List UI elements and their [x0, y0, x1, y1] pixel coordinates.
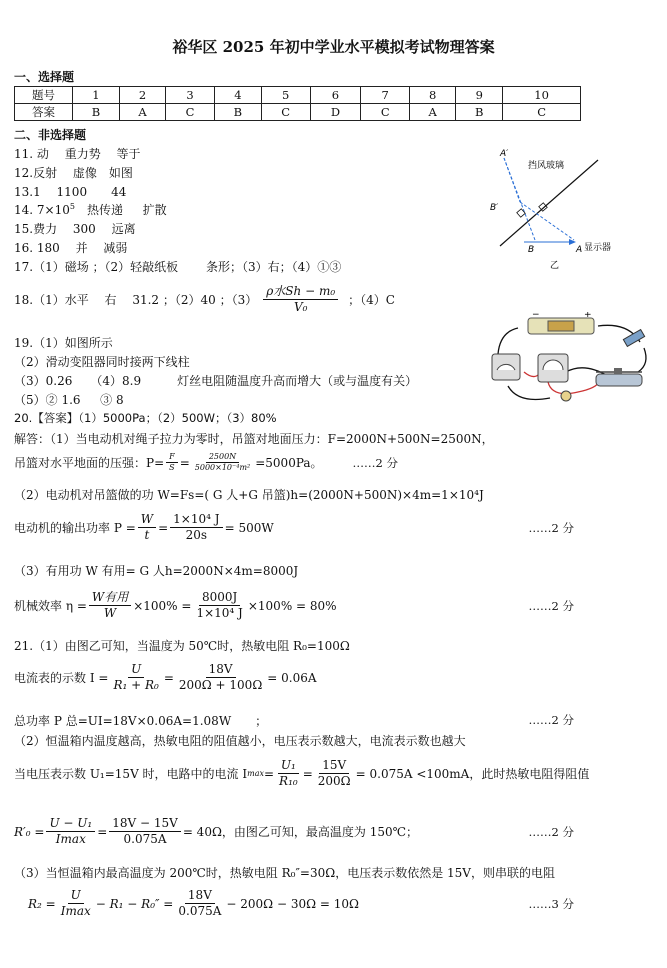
- table-cell: D: [310, 104, 361, 121]
- table-cell: C: [261, 104, 310, 121]
- pressure-formula-b: =5000Pa。: [255, 456, 323, 470]
- table-cell: 1: [73, 87, 120, 104]
- fraction-resistance-values: [109, 816, 181, 847]
- fraction-num: 18V: [206, 662, 236, 678]
- answer-line-13: 13.1 1100 44: [14, 185, 127, 199]
- fraction-pressure-values: [192, 452, 253, 473]
- table-cell: 9: [456, 87, 503, 104]
- answer-line-18-a: 18.（1）水平 右 31.2 ；（2）40 ；（3）: [14, 293, 258, 307]
- circuit-diagram: [488, 312, 660, 410]
- table-cell: 3: [166, 87, 215, 104]
- fraction-den: Imax: [55, 832, 86, 846]
- table-cell: 8: [410, 87, 456, 104]
- table-answer-label: 答案: [15, 104, 73, 121]
- resistance-formula-b: = 40Ω，由图乙可知，最高温度为 150℃；: [182, 825, 419, 839]
- answer-line-18: [14, 284, 395, 315]
- fraction-den: W: [103, 606, 117, 620]
- fraction-den: R₁ + R₀: [113, 678, 159, 692]
- answer-line-14-a: 14. 7×10: [14, 203, 70, 217]
- answer-line-14: [14, 201, 167, 218]
- fraction-num: W有用: [89, 590, 131, 606]
- current-formula: 电流表的示数 I = $\frac{U}{\text{R₁ + R₀}}$ = $\frac{18V}{200\Omega + 100\Omega}$ = 0.06A: [14, 662, 317, 692]
- arrow-head-icon: [569, 239, 576, 245]
- efficiency-formula-mid: ×100% =: [133, 598, 192, 613]
- fraction-u-over-r: [110, 662, 161, 693]
- answer-line-15: 15.费力 300 远离: [14, 222, 136, 236]
- fraction-power-values: [170, 512, 222, 543]
- section-nonchoice-heading: 二、非选择题: [14, 128, 87, 142]
- pressure-formula-a: 吊篮对水平地面的压强：P=: [14, 456, 165, 470]
- table-cell: A: [119, 104, 165, 121]
- answer-line-21-3: （3）当恒温箱内最高温度为 200℃时，热敏电阻 R₀″=30Ω，电压表示数依然是 15V，则串联的电阻: [14, 866, 555, 880]
- score-mark: ……3 分: [528, 896, 574, 911]
- fraction-den: Imax: [60, 904, 91, 918]
- fraction-num: ρ水Sh − m₀: [263, 284, 338, 300]
- fraction-den: 200Ω + 100Ω: [178, 678, 263, 692]
- series-resistance-a: R₂ =: [28, 896, 56, 911]
- answer-line-18-b: ；（4）C: [348, 293, 395, 307]
- efficiency-formula: [14, 590, 574, 621]
- fraction-num: U − U₁: [46, 816, 95, 832]
- answer-line-21-2: （2）恒温箱内温度越高，热敏电阻的阻值越小，电压表示数越大，电流表示数也越大: [14, 734, 466, 748]
- fraction-num: U₁: [278, 758, 299, 774]
- fraction-den: 1×10⁴ J: [196, 606, 243, 620]
- fraction-current-values: [176, 662, 265, 693]
- max-current-b: = 0.075A <100mA，此时热敏电阻得阻值: [355, 767, 590, 781]
- power-formula: 电动机的输出功率 P = $\frac{W}{t}$ = $\frac{\text{1×10⁴ J}}{20s}$ = 500W ……2 分: [14, 512, 574, 542]
- fraction-den: R₁₀: [279, 774, 298, 788]
- fraction-den: S: [169, 463, 175, 472]
- series-resistance-mid: − R₁ − R₀″ =: [95, 896, 174, 911]
- right-angle-mark: [539, 203, 547, 211]
- answer-table: [14, 86, 581, 121]
- figure-caption: 乙: [550, 261, 560, 271]
- power-formula-b: = 500W: [224, 520, 274, 535]
- fraction-max-current-values: [315, 758, 354, 789]
- label-b-prime: B′: [490, 203, 499, 213]
- table-cell: C: [166, 104, 215, 121]
- label-windshield: 挡风玻璃: [528, 161, 565, 171]
- fraction-density: [263, 284, 338, 315]
- fraction-num: 18V: [185, 888, 215, 904]
- score-mark: ……2 分: [528, 824, 574, 839]
- efficiency-formula-b: ×100% = 80%: [247, 598, 337, 613]
- current-formula-b: = 0.06A: [267, 670, 317, 685]
- work-line: （2）电动机对吊篮做的功 W=Fs=( G 人+G 吊篮)h=(2000N+500N)×4m=1×10⁴J: [14, 488, 484, 502]
- table-cell: B: [73, 104, 120, 121]
- table-row-numbers: [15, 87, 581, 104]
- max-current-sub: max: [247, 769, 264, 778]
- table-cell: C: [503, 104, 581, 121]
- page-title: 裕华区 2025 年初中学业水平模拟考试物理答案: [172, 38, 495, 56]
- series-resistance-formula: [28, 888, 574, 919]
- fraction-num: W: [138, 512, 156, 528]
- bulb-icon: [561, 391, 571, 401]
- fraction-den: 0.075A: [178, 904, 222, 918]
- score-mark: ……2 分: [528, 598, 574, 613]
- table-cell: 2: [119, 87, 165, 104]
- fraction-den: 20s: [185, 528, 208, 542]
- table-cell: 4: [214, 87, 261, 104]
- fraction-den: 200Ω: [317, 774, 351, 788]
- resistance-formula-a: R′₀ =: [14, 824, 45, 839]
- max-current-eq: =: [263, 766, 275, 781]
- fraction-den: 5000×10⁻⁴m²: [194, 463, 251, 472]
- fraction-num: U: [68, 888, 84, 904]
- battery-plus-label: +: [584, 312, 592, 320]
- fraction-num: 18V − 15V: [109, 816, 181, 832]
- efficiency-formula-a: 机械效率 η =: [14, 599, 87, 613]
- answer-line-16: 16. 180 并 减弱: [14, 241, 128, 255]
- answer-line-19-3: （3）0.26 （4）8.9 灯丝电阻随温度升高而增大（或与温度有关）: [14, 374, 418, 388]
- fraction-num: 2500N: [206, 452, 239, 463]
- fraction-efficiency-values: [193, 590, 245, 621]
- total-power-text: 总功率 P 总=UI=18V×0.06A=1.08W ；: [14, 714, 268, 728]
- label-a: A: [576, 245, 583, 255]
- windshield-line: [500, 160, 598, 246]
- answer-line-20: 20.【答案】（1）5000Pa；（2）500W；（3）80%: [14, 411, 277, 425]
- image-line: [504, 158, 520, 202]
- fraction-w-over-t: [138, 512, 156, 543]
- wire: [508, 386, 550, 400]
- table-header-label: 题号: [15, 87, 73, 104]
- fraction-num: 15V: [319, 758, 349, 774]
- table-cell: C: [361, 104, 410, 121]
- fraction-series-values: [175, 888, 224, 919]
- answer-line-21-1: 21.（1）由图乙可知，当温度为 50℃时，热敏电阻 R₀=100Ω: [14, 639, 350, 653]
- battery-minus-label: −: [532, 312, 540, 320]
- answer-line-14-b: 热传递 扩散: [74, 203, 167, 217]
- answer-line-11: 11. 动 重力势 等于: [14, 147, 141, 161]
- answer-line-12: 12.反射 虚像 如图: [14, 166, 133, 180]
- fraction-voltage-over-imax: [46, 816, 95, 847]
- max-current-formula: 当电压表示数 U₁=15V 时，电路中的电流 I max = $\frac{\text{U₁}}{\text{R₁₀}}$ = $\frac{15V}{200\Omega}$ = 0.075A <100mA，此时热敏电阻得阻值: [14, 758, 590, 788]
- battery-cell: [548, 321, 574, 331]
- table-cell: A: [410, 104, 456, 121]
- windshield-reflection-diagram: [480, 140, 620, 272]
- table-cell: 5: [261, 87, 310, 104]
- useful-work-line: （3）有用功 W 有用= G 人h=2000N×4m=8000J: [14, 564, 299, 578]
- wire: [638, 348, 646, 372]
- series-resistance-b: − 200Ω − 30Ω = 10Ω: [226, 896, 359, 911]
- answer-line-19-1: 19.（1）如图所示: [14, 336, 113, 350]
- rheostat-slider: [614, 368, 622, 374]
- fraction-num: 1×10⁴ J: [170, 512, 222, 528]
- fraction-u1-over-r10: [276, 758, 301, 789]
- current-formula-a: 电流表的示数 I =: [14, 671, 109, 685]
- fraction-useful-over-total: [89, 590, 131, 621]
- fraction-num: U: [128, 662, 144, 678]
- fraction-num: F: [166, 452, 178, 463]
- score-mark: ……2 分: [528, 713, 574, 727]
- total-power-line: [14, 712, 574, 729]
- fraction-num: 8000J: [199, 590, 240, 606]
- answer-line-19-4: （5）② 1.6 ③ 8: [14, 393, 124, 407]
- table-cell: 10: [503, 87, 581, 104]
- fraction-u-over-imax: [58, 888, 94, 919]
- table-row-answers: [15, 104, 581, 121]
- answer-line-19-2: （2）滑动变阻器同时接两下线柱: [14, 355, 190, 369]
- section-choice-heading: 一、选择题: [14, 70, 75, 84]
- fraction-f-over-s: [166, 452, 178, 473]
- resistance-formula: R′₀ = $\frac{\text{U − U₁}}{Imax}$ = $\frac{18V - 15V}{0.075A}$ = 40Ω，由图乙可知，最高温度为 150℃； ……2 分: [14, 816, 574, 846]
- max-current-a: 当电压表示数 U₁=15V 时，电路中的电流 I: [14, 767, 248, 781]
- power-formula-a: 电动机的输出功率 P =: [14, 521, 136, 535]
- switch-icon: [623, 330, 644, 347]
- fraction-den: t: [144, 528, 150, 542]
- answer-line-14-exp: 5: [69, 202, 75, 211]
- score-mark: ……2 分: [528, 520, 574, 535]
- table-cell: 7: [361, 87, 410, 104]
- table-cell: 6: [310, 87, 361, 104]
- table-cell: B: [456, 104, 503, 121]
- score-mark: ……2 分: [352, 455, 399, 470]
- table-cell: B: [214, 104, 261, 121]
- pressure-formula: 吊篮对水平地面的压强：P= $\frac{F}{S}$ = $\frac{2500N}{\text{5000×10⁻⁴m²}}$ =5000Pa。 ……2 分: [14, 452, 399, 472]
- label-a-prime: A′: [500, 149, 509, 159]
- label-display: 显示器: [584, 243, 612, 253]
- label-b: B: [528, 245, 535, 255]
- answer-line-17: 17.（1）磁场 ；（2）轻敲纸板 条形；（3）右；（4）①③: [14, 260, 342, 274]
- fraction-den: 0.075A: [123, 832, 167, 846]
- answer-line-20-solution: 解答：（1）当电动机对绳子拉力为零时，吊篮对地面压力：F=2000N+500N=2500N，: [14, 432, 494, 446]
- fraction-den: V₀: [293, 300, 308, 314]
- rheostat-icon: [596, 374, 642, 386]
